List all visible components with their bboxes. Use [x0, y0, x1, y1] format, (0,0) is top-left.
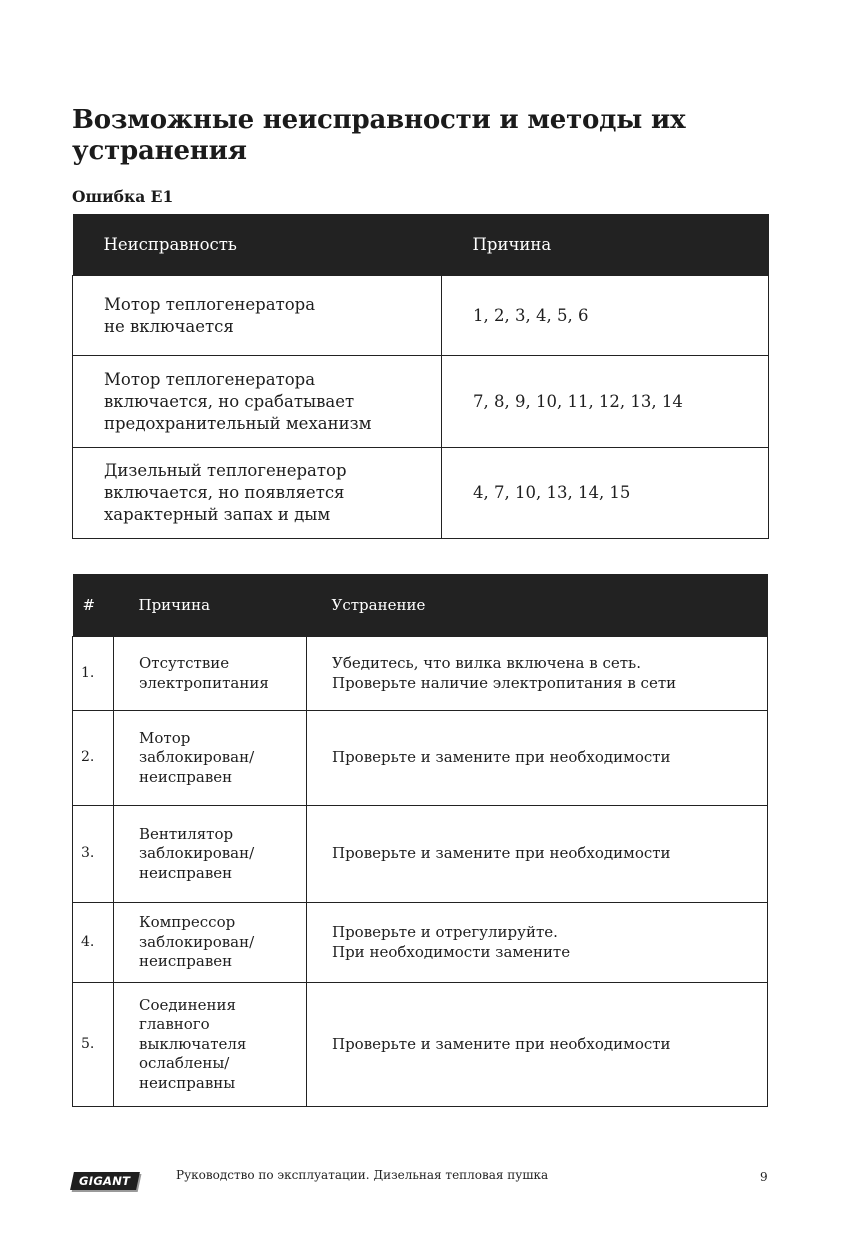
- cause-numbers-cell: 4, 7, 10, 13, 14, 15: [442, 448, 769, 539]
- header-number: #: [73, 574, 114, 637]
- remedy-cell: Проверьте и отрегулируйте. При необходимости замените: [307, 903, 768, 983]
- table-row: [73, 903, 768, 983]
- table-row: [73, 711, 768, 806]
- row-number: 1.: [73, 637, 114, 711]
- table-row: [73, 356, 769, 448]
- page-title: Возможные неисправности и методы их устранения: [72, 105, 686, 166]
- cause-cell: Мотор заблокирован/ неисправен: [114, 711, 307, 806]
- cause-cell: Соединения главного выключателя ослаблены/ неисправны: [114, 983, 307, 1107]
- header-cause: Причина: [442, 214, 769, 276]
- cause-table: [72, 574, 768, 1107]
- remedy-cell: Проверьте и замените при необходимости: [307, 806, 768, 903]
- row-number: 2.: [73, 711, 114, 806]
- table-row: [73, 806, 768, 903]
- cause-cell: Отсутствие электропитания: [114, 637, 307, 711]
- logo-text: GIGANT: [79, 1174, 131, 1188]
- fault-cell: Мотор теплогенератора не включается: [73, 276, 442, 356]
- fault-cell: Мотор теплогенератора включается, но срабатывает предохранительный механизм: [73, 356, 442, 448]
- cause-cell: Компрессор заблокирован/ неисправен: [114, 903, 307, 983]
- error-code-heading: Ошибка E1: [72, 187, 174, 206]
- row-number: 4.: [73, 903, 114, 983]
- fault-cell: Дизельный теплогенератор включается, но появляется характерный запах и дым: [73, 448, 442, 539]
- page-number: 9: [760, 1170, 768, 1184]
- table-row: [73, 637, 768, 711]
- remedy-cell: Проверьте и замените при необходимости: [307, 711, 768, 806]
- row-number: 5.: [73, 983, 114, 1107]
- table-row: [73, 983, 768, 1107]
- footer-text: Руководство по эксплуатации. Дизельная тепловая пушка: [176, 1168, 549, 1182]
- fault-table: [72, 214, 769, 539]
- table-row: [73, 448, 769, 539]
- remedy-cell: Убедитесь, что вилка включена в сеть. Проверьте наличие электропитания в сети: [307, 637, 768, 711]
- cause-cell: Вентилятор заблокирован/ неисправен: [114, 806, 307, 903]
- remedy-cell: Проверьте и замените при необходимости: [307, 983, 768, 1107]
- header-cause: Причина: [114, 574, 307, 637]
- fault-table-header: [73, 214, 769, 276]
- gigant-logo: [70, 1172, 140, 1190]
- cause-numbers-cell: 1, 2, 3, 4, 5, 6: [442, 276, 769, 356]
- cause-numbers-cell: 7, 8, 9, 10, 11, 12, 13, 14: [442, 356, 769, 448]
- row-number: 3.: [73, 806, 114, 903]
- header-remedy: Устранение: [307, 574, 768, 637]
- cause-table-header: [73, 574, 768, 637]
- table-row: [73, 276, 769, 356]
- header-fault: Неисправность: [73, 214, 442, 276]
